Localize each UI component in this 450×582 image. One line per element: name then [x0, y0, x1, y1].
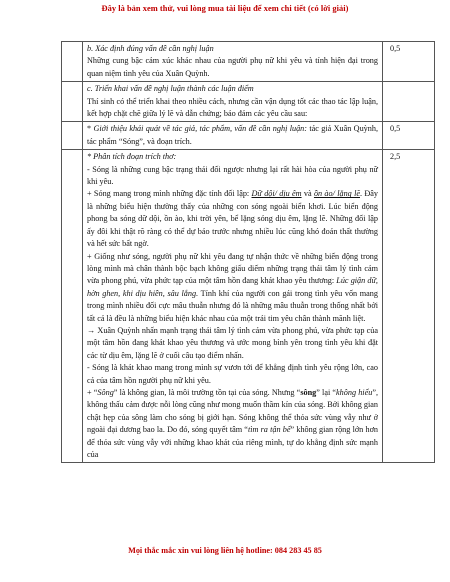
- score-cell: [383, 82, 435, 122]
- score-cell: [383, 122, 435, 150]
- paragraph: → Xuân Quỳnh nhấn mạnh trạng thái tâm lý tình cảm vừa phong phú, vừa phức tạp của một tâm hồn đang khát khao yêu thương và ước mong bình yên trong tình yêu khi đặt các từ dịu êm, lặng lẽ ở cuối câu tạo điểm nhấn.: [87, 325, 378, 360]
- row-body: Thí sinh có thể triển khai theo nhiều cách, nhưng cần vận dụng tốt các thao tác lập luận, kết hợp chặt chẽ giữa lý lẽ và dẫn chứng; bảo đảm các yêu cầu sau:: [87, 96, 378, 119]
- paragraph: + Sóng mang trong mình những đặc tính đối lập: Dữ dội/ dịu êm và ồn ào/ lặng lẽ. Đây là những biểu hiện thường thấy của những con sóng ngoài biển khơi. Lúc biển động phong ba sóng dữ dội, ồn ào, khi trời yên, bể lặng sóng dịu êm, lặng lẽ. Những đối lập ấy đôi khi thật rõ ràng có thể dự báo trước nhưng nhiều lúc cũng khó đoán thất thường và hết sức bất ngờ.: [87, 189, 378, 249]
- row-heading: b. Xác định đúng vấn đề cần nghị luận: [87, 44, 214, 53]
- content-cell: [83, 42, 383, 82]
- table-row: [62, 150, 435, 463]
- paragraph: - Sóng là khát khao mang trong mình sự vươn tới để khẳng định tình yêu rộng lớn, cao cả của tâm hồn người phụ nữ khi yêu.: [87, 363, 378, 385]
- paragraph: + Giống như sóng, người phụ nữ khi yêu đang tự nhận thức về những biến động trong lòng mình mà chân thành bộc bạch không giấu diếm những trạng thái tâm lý tình cảm vừa phong phú, vừa phức tạp của một tâm hồn đang khát khao yêu thương: Lúc giận dữ, hờn ghen, khi dịu hiền, sâu lắng. Tính khí của người con gái trong tình yêu vốn mang trong mình nhiều đối cực mâu thuẫn nhưng đó là những mâu thuẫn trong thống nhất bởi tất cả là đều là những biểu hiện khác nhau của một trái tim yêu chân thành mãnh liệt.: [87, 251, 378, 323]
- content-cell: [83, 82, 383, 122]
- paragraph: - Sóng là những cung bậc trạng thái đối ngược nhưng lại rất hài hòa của người phụ nữ khi yêu.: [87, 164, 378, 187]
- table-row: [62, 122, 435, 150]
- row-body: Những cung bậc cảm xúc khác nhau của người phụ nữ khi yêu và tính hiện đại trong quan niệm tình yêu của Xuân Quỳnh.: [87, 56, 378, 78]
- empty-cell: [62, 42, 83, 82]
- hotline-footer: Mọi thắc mắc xin vui lòng liên hệ hotline: 084 283 45 85: [128, 546, 322, 555]
- row-heading: * Phân tích đoạn trích thơ:: [87, 152, 177, 162]
- score-value: [383, 82, 434, 83]
- row-heading: c. Triển khai vấn đề nghị luận thành các luận điểm: [87, 84, 254, 94]
- paragraph: + “Sông” là không gian, là môi trường tồn tại của sóng. Nhưng “sông” lại “không hiểu”, không thấu cảm được nỗi lòng cũng như mong muốn thầm kín của sóng. Bởi không gian chật hẹp của sông làm cho sóng bị giới hạn. Sóng không thể thỏa sức vùng vẫy như ở ngoài đại dương bao la. Do đó, sóng quyết tâm “tìm ra tận bể” không gian rộng lớn hơn để thỏa sức vùng vẫy với những khao khát của riêng mình, tự do khẳng định sức mạnh của: [87, 387, 378, 459]
- score-value: 0,5: [390, 124, 401, 134]
- score-value: 2,5: [390, 152, 401, 162]
- table-row: [62, 42, 435, 82]
- score-cell: [383, 150, 435, 463]
- score-value: 0,5: [390, 44, 401, 53]
- empty-cell: [62, 82, 83, 122]
- content-cell: [83, 122, 383, 150]
- table-row: [62, 82, 435, 122]
- empty-cell: [62, 122, 83, 150]
- preview-banner: Đây là bản xem thử, vui lòng mua tài liệu để xem chi tiết (có lời giải): [101, 4, 349, 13]
- row-intro: * Giới thiệu khái quát về tác giả, tác phẩm, vấn đề cần nghị luận: tác giả Xuân Quỳnh, tác phẩm “Sóng”, và đoạn trích.: [87, 124, 378, 146]
- content-cell: [83, 150, 383, 463]
- answer-table: [61, 41, 435, 463]
- score-cell: [383, 42, 435, 82]
- empty-cell: [62, 150, 83, 463]
